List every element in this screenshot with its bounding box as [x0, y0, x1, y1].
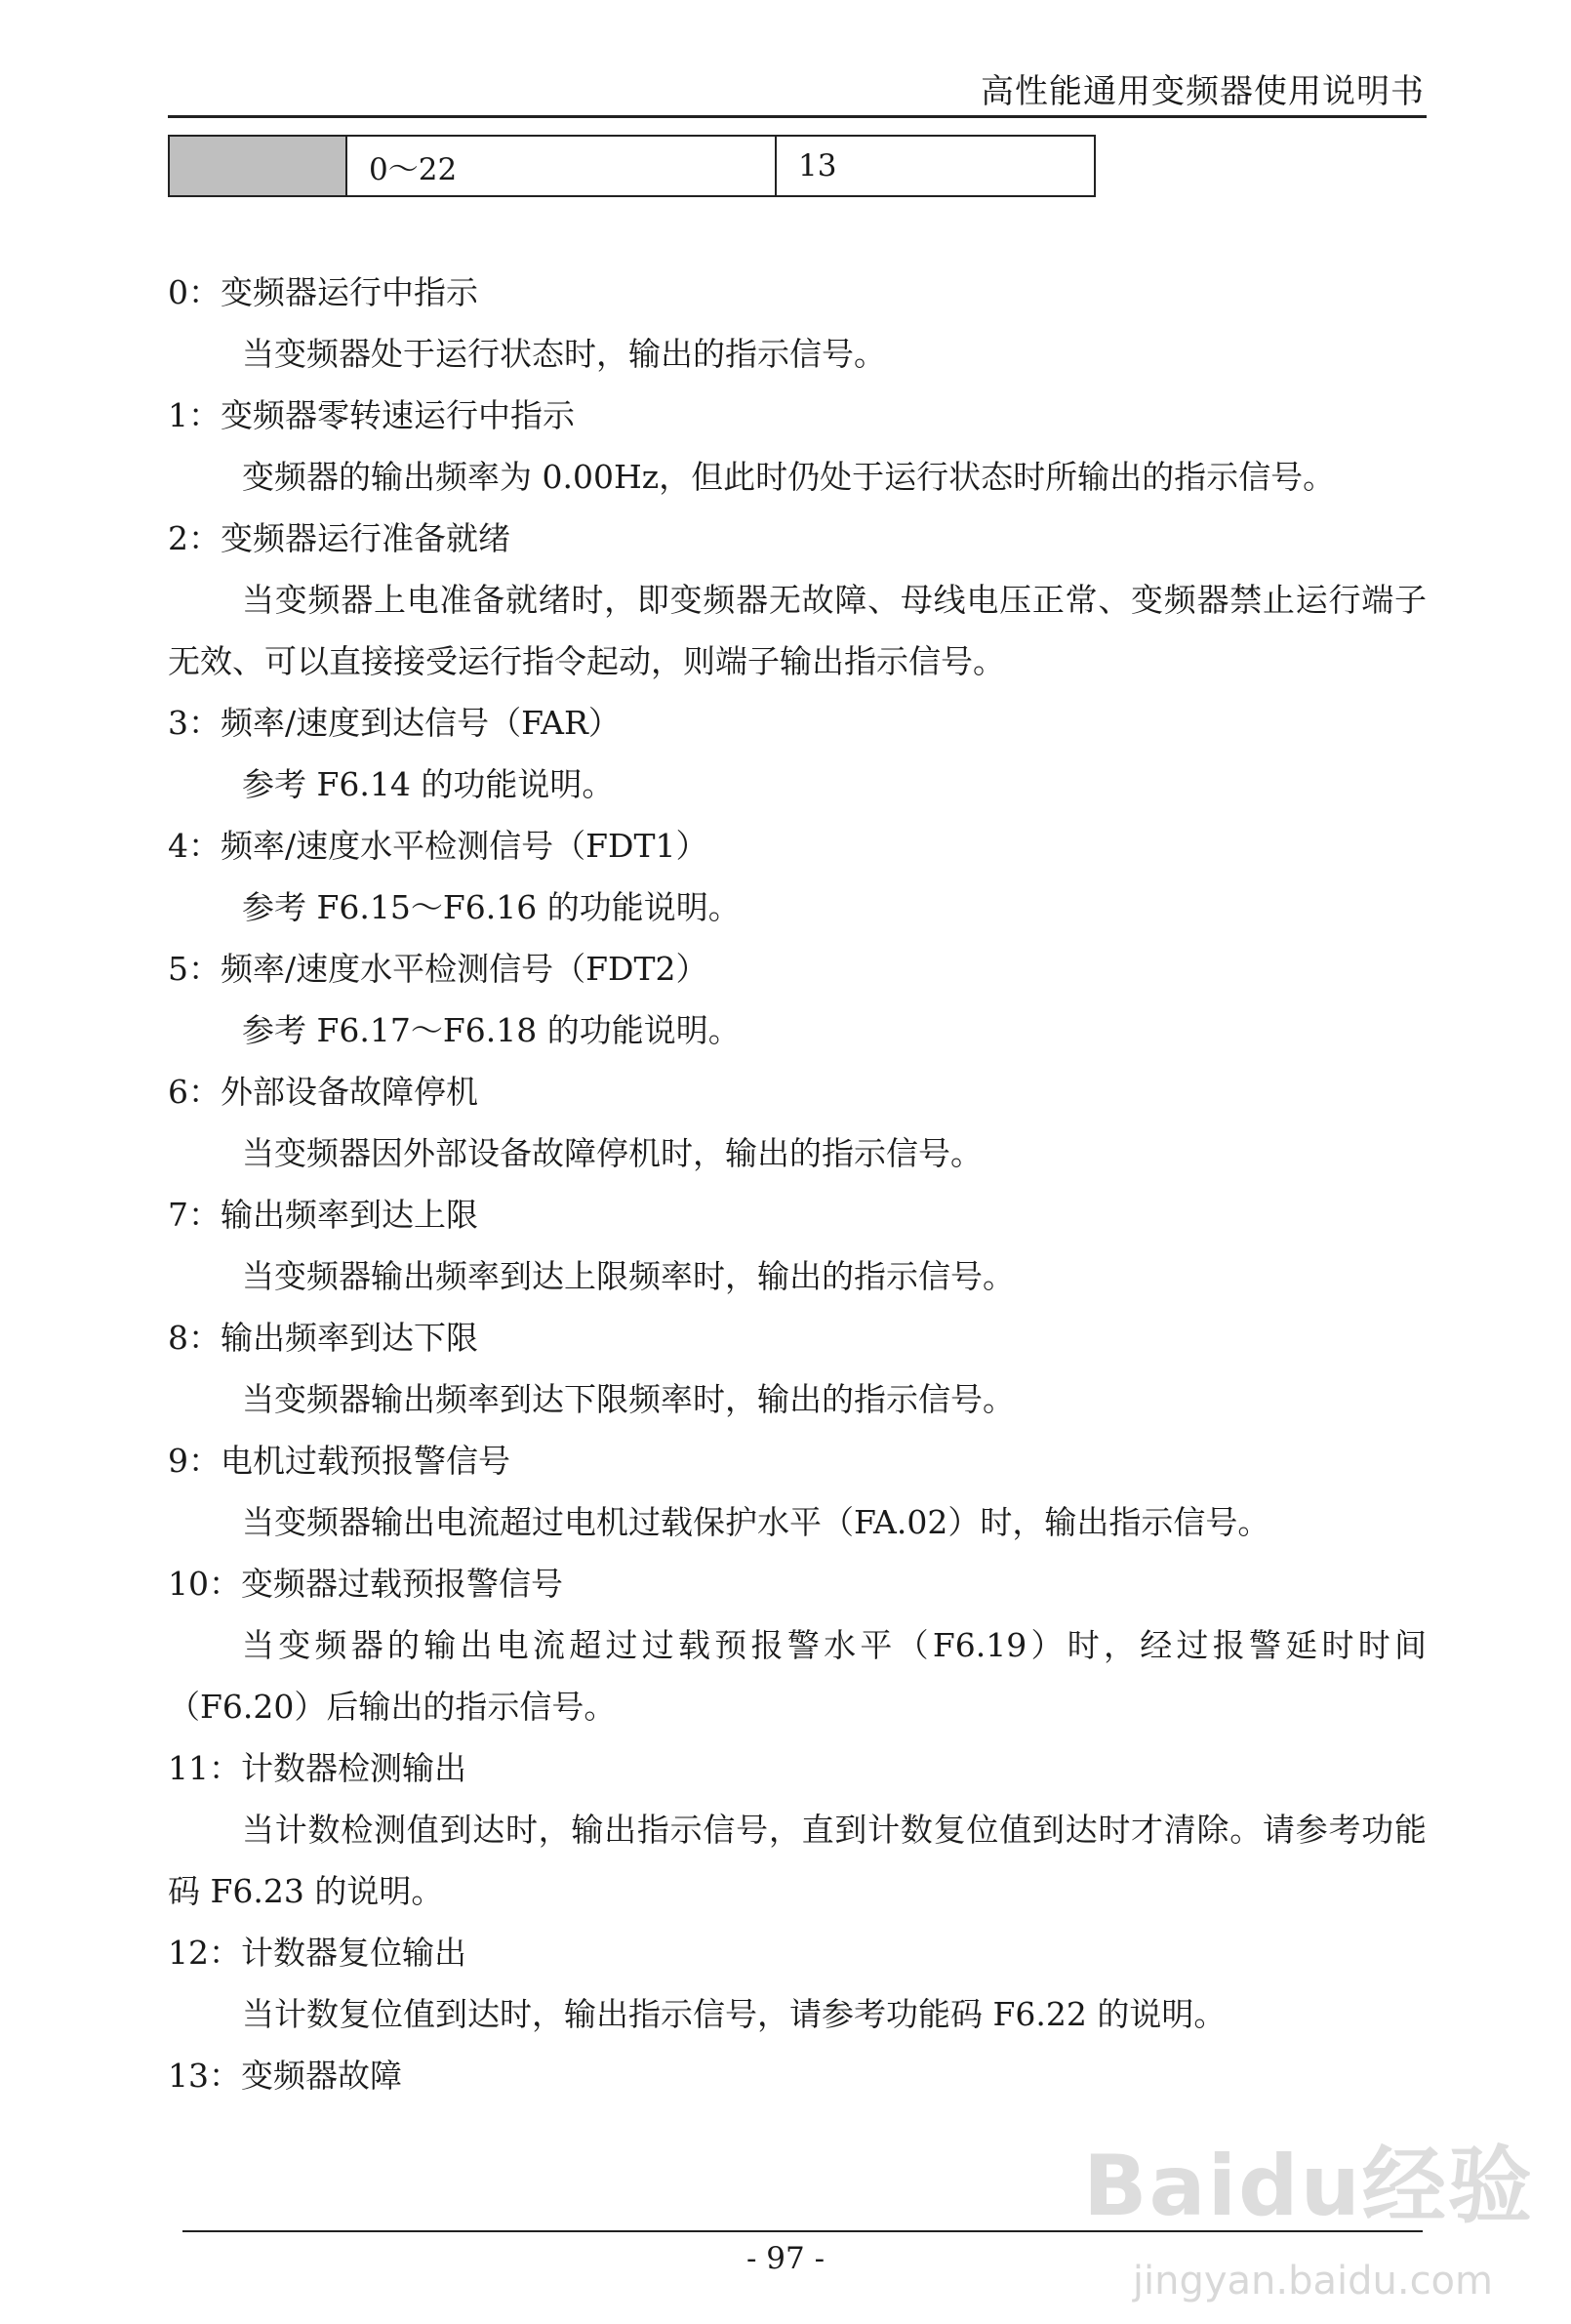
item-title: 10：变频器过载预报警信号	[168, 1565, 563, 1603]
list-item	[168, 1430, 1427, 1553]
item-description: 当变频器的输出电流超过过载预报警水平（F6.19）时，经过报警延时时间（F6.20）后输出的指示信号。	[168, 1626, 1427, 1726]
list-item	[168, 1553, 1427, 1737]
list-item	[168, 692, 1427, 815]
item-title: 12：计数器复位输出	[168, 1934, 466, 1972]
item-title: 13：变频器故障	[168, 2057, 402, 2095]
item-description: 当计数检测值到达时，输出指示信号，直到计数复位值到达时才清除。请参考功能码 F6.23 的说明。	[168, 1811, 1427, 1910]
page-number: - 97 -	[745, 2241, 826, 2276]
footer-divider	[182, 2230, 1423, 2232]
item-description: 当变频器输出电流超过电机过载保护水平（FA.02）时，输出指示信号。	[242, 1503, 1270, 1541]
item-title: 7：输出频率到达上限	[168, 1196, 478, 1234]
list-item	[168, 1737, 1427, 1922]
item-title: 6：外部设备故障停机	[168, 1073, 478, 1111]
item-description: 当变频器处于运行状态时，输出的指示信号。	[242, 335, 886, 373]
list-item	[168, 385, 1427, 508]
list-item	[168, 1184, 1427, 1307]
item-description: 参考 F6.15～F6.16 的功能说明。	[242, 888, 741, 926]
list-item	[168, 1922, 1427, 2045]
item-description: 参考 F6.17～F6.18 的功能说明。	[242, 1011, 741, 1049]
list-item	[168, 262, 1427, 385]
item-title: 3：频率/速度到达信号（FAR）	[168, 704, 621, 742]
item-title: 4：频率/速度水平检测信号（FDT1）	[168, 827, 708, 865]
item-title: 11：计数器检测输出	[168, 1749, 466, 1787]
table-cell-default: 13	[776, 136, 1095, 196]
item-description: 当变频器上电准备就绪时，即变频器无故障、母线电压正常、变频器禁止运行端子无效、可以直接接受运行指令起动，则端子输出指示信号。	[168, 581, 1427, 680]
function-item-list	[168, 262, 1427, 2106]
parameter-table	[168, 135, 1096, 197]
table-cell-name	[169, 136, 346, 196]
item-description: 当变频器输出频率到达下限频率时，输出的指示信号。	[242, 1380, 1015, 1418]
item-description: 变频器的输出频率为 0.00Hz，但此时仍处于运行状态时所输出的指示信号。	[242, 458, 1336, 496]
table-cell-range: 0～22	[346, 136, 776, 196]
item-description: 参考 F6.14 的功能说明。	[242, 765, 615, 803]
document-header-title: 高性能通用变频器使用说明书	[981, 72, 1425, 111]
list-item	[168, 2045, 1427, 2106]
header-divider	[168, 115, 1427, 118]
watermark-url: jingyan.baidu.com	[1132, 2259, 1493, 2304]
item-description: 当变频器输出频率到达上限频率时，输出的指示信号。	[242, 1257, 1015, 1295]
item-title: 5：频率/速度水平检测信号（FDT2）	[168, 950, 708, 988]
list-item	[168, 508, 1427, 692]
list-item	[168, 938, 1427, 1061]
list-item	[168, 815, 1427, 938]
list-item	[168, 1307, 1427, 1430]
item-description: 当变频器因外部设备故障停机时，输出的指示信号。	[242, 1134, 983, 1172]
item-title: 0：变频器运行中指示	[168, 273, 478, 311]
watermark-logo: Baidu经验	[1083, 2138, 1534, 2235]
item-title: 9：电机过载预报警信号	[168, 1442, 510, 1480]
item-title: 2：变频器运行准备就绪	[168, 519, 510, 557]
item-description: 当计数复位值到达时，输出指示信号，请参考功能码 F6.22 的说明。	[242, 1995, 1227, 2033]
item-title: 8：输出频率到达下限	[168, 1319, 478, 1357]
list-item	[168, 1061, 1427, 1184]
item-title: 1：变频器零转速运行中指示	[168, 396, 575, 434]
table-row	[169, 136, 1095, 196]
